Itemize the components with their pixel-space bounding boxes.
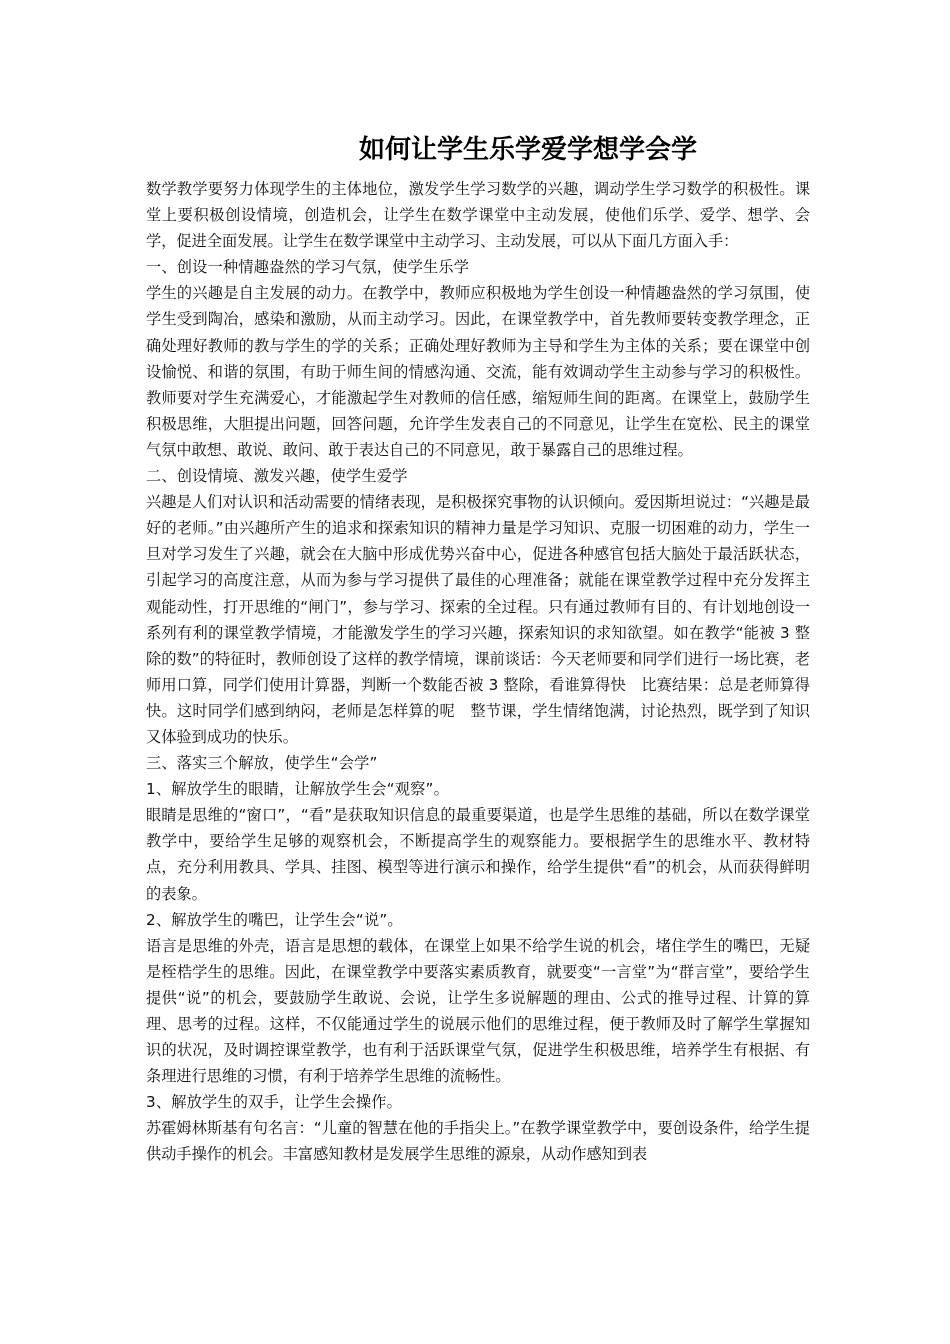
subsection-1-paragraph: 眼睛是思维的“窗口”，“看”是获取知识信息的最重要渠道，也是学生思维的基础，所以在数学课堂教学中，要给学生足够的观察机会，不断提高学生的观察能力。要根据学生的思维水平、教材特点，充分利用教具、学具、挂图、模型等进行演示和操作，给学生提供“看”的机会，从而获得鲜明的表象。 bbox=[146, 806, 810, 903]
subsection-3-paragraph: 苏霍姆林斯基有句名言：“儿童的智慧在他的手指尖上。”在教学课堂教学中，要创设条件，给学生提供动手操作的机会。丰富感知教材是发展学生思维的源泉，从动作感知到表 bbox=[146, 1119, 810, 1164]
intro-paragraph: 数学教学要努力体现学生的主体地位，激发学生学习数学的兴趣，调动学生学习数学的积极性。课堂上要积极创设情境，创造机会，让学生在数学课堂中主动发展，使他们乐学、爱学、想学、会学，促进全面发展。让学生在数学课堂中主动学习、主动发展，可以从下面几方面入手： bbox=[146, 180, 810, 251]
subsection-2-paragraph: 语言是思维的外壳，语言是思想的载体，在课堂上如果不给学生说的机会，堵住学生的嘴巴，无疑是桎梏学生的思维。因此，在课堂教学中要落实素质教育，就要变“一言堂”为“群言堂”，要给学生提供“说”的机会，要鼓励学生敢说、会说，让学生多说解题的理由、公式的推导过程、计算的算理、思考的过程。这样，不仅能通过学生的说展示他们的思维过程，便于教师及时了解学生掌握知识的状况，及时调控课堂教学，也有利于活跃课堂气氛，促进学生积极思维，培养学生有根据、有条理进行思维的习惯，有利于培养学生思维的流畅性。 bbox=[146, 936, 810, 1086]
document-title: 如何让学生乐学爱学想学会学 bbox=[358, 135, 697, 165]
subsection-heading-1: 1、解放学生的眼睛，让解放学生会“观察”。 bbox=[146, 780, 449, 799]
section-heading-1: 一、创设一种情趣盎然的学习气氛，使学生乐学 bbox=[146, 258, 470, 277]
subsection-heading-2: 2、解放学生的嘴巴，让学生会“说”。 bbox=[146, 910, 403, 929]
document-body bbox=[146, 176, 810, 1168]
section-1-paragraph: 学生的兴趣是自主发展的动力。在教学中，教师应积极地为学生创设一种情趣盎然的学习氛围，使学生受到陶冶，感染和激励，从而主动学习。因此，在课堂教学中，首先教师要转变教学理念，正确处理好教师的教与学生的学的关系；正确处理好教师为主导和学生为主体的关系；要在课堂中创设愉悦、和谐的氛围，有助于师生间的情感沟通、交流，能有效调动学生主动参与学习的积极性。教师要对学生充满爱心，才能激起学生对教师的信任感，缩短师生间的距离。在课堂上，鼓励学生积极思维，大胆提出问题，回答问题，允许学生发表自己的不同意见，让学生在宽松、民主的课堂气氛中敢想、敢说、敢问、敢于表达自己的不同意见，敢于暴露自己的思维过程。 bbox=[146, 284, 810, 459]
section-2-paragraph: 兴趣是人们对认识和活动需要的情绪表现，是积极探究事物的认识倾向。爱因斯坦说过：“兴趣是最好的老师。”由兴趣所产生的追求和探索知识的精神力量是学习知识、克服一切困难的动力，学生一旦对学习发生了兴趣，就会在大脑中形成优势兴奋中心，促进各种感官包括大脑处于最活跃状态，引起学习的高度注意，从而为参与学习提供了最佳的心理准备；就能在课堂教学过程中充分发挥主观能动性，打开思维的“闸门”，参与学习、探索的全过程。只有通过教师有目的、有计划地创设一系列有利的课堂教学情境，才能激发学生的学习兴趣，探索知识的求知欲望。如在教学“能被 3 整除的数”的特征时，教师创设了这样的教学情境，课前谈话：今天老师要和同学们进行一场比赛，老师用口算，同学们使用计算器，判断一个数能否被 3 整除，看谁算得快 比赛结果：总是老师算得快。这时同学们感到纳闷，老师是怎样算的呢 整节课，学生情绪饱满，讨论热烈，既学到了知识又体验到成功的快乐。 bbox=[146, 493, 810, 746]
section-heading-2: 二、创设情境、激发兴趣，使学生爱学 bbox=[146, 467, 408, 486]
section-heading-3: 三、落实三个解放，使学生“会学” bbox=[146, 754, 378, 773]
subsection-heading-3: 3、解放学生的双手，让学生会操作。 bbox=[146, 1093, 403, 1112]
